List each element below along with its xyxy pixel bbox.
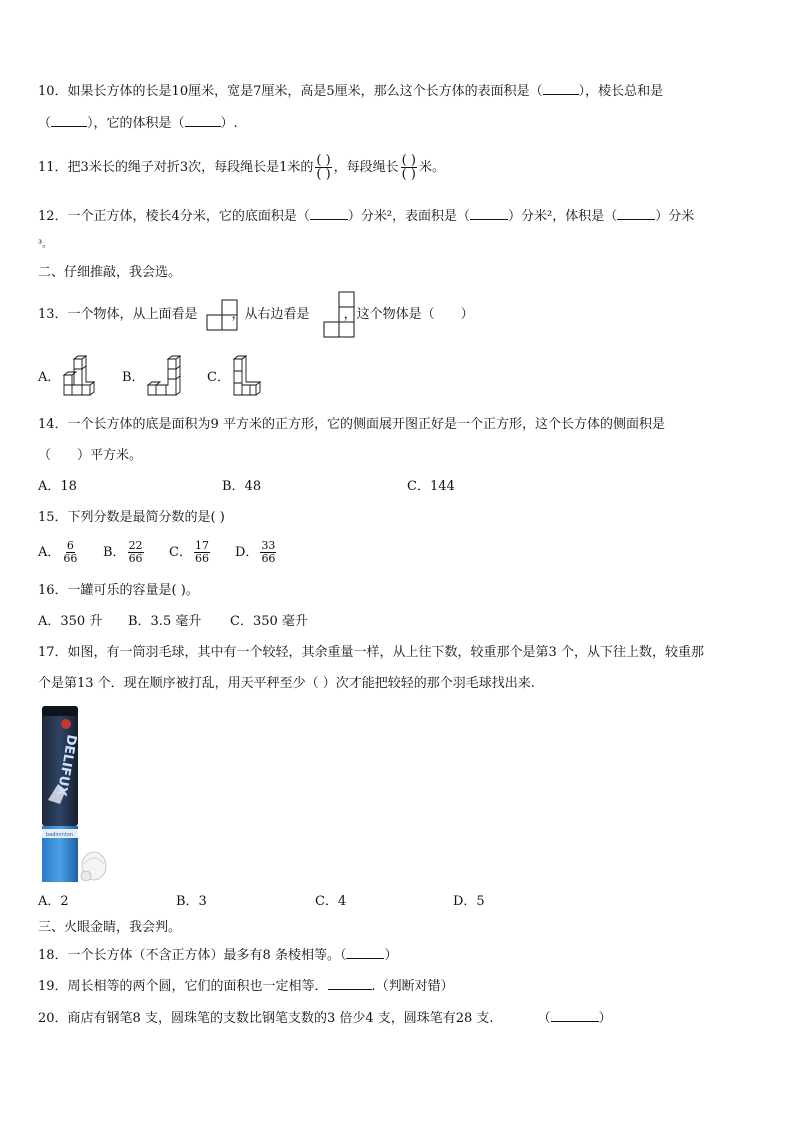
cube-stack-b-icon[interactable]	[146, 355, 184, 397]
answer-blank[interactable]	[310, 207, 348, 220]
q16-option-c[interactable]: C．350 毫升	[230, 614, 308, 629]
q17-option-a[interactable]: A．2	[38, 894, 69, 909]
q14-line2: （ ）平方米。	[38, 448, 143, 463]
answer-blank[interactable]	[543, 82, 579, 95]
q17-option-b[interactable]: B．3	[176, 894, 207, 909]
q18: 18．一个长方体（不含正方体）最多有8 条棱相等。（ ）	[38, 948, 398, 963]
answer-blank[interactable]	[551, 1009, 599, 1022]
q14-option-b[interactable]: B．48	[222, 479, 262, 494]
answer-blank[interactable]	[328, 977, 372, 990]
q17-option-d[interactable]: D．5	[453, 894, 485, 909]
q14-option-c[interactable]: C．144	[407, 479, 455, 494]
q13-option-b-label[interactable]: B．	[122, 370, 145, 385]
q13-option-c-label[interactable]: C．	[207, 370, 230, 385]
q15-option-b[interactable]: B． $\frac{22}{66}$	[103, 539, 143, 565]
q10-line2: （ ），它的体积是（ ）.	[38, 116, 238, 131]
answer-blank[interactable]	[346, 946, 384, 959]
q11: 11．把3米长的绳子对折3次，每段绳长是1米的 $\frac{( )}{( )}$ ，每段绳长 $\frac{( )}{( )}$ 米。	[38, 153, 445, 182]
fraction-blank[interactable]: $\frac{( )}{( )}$	[316, 153, 331, 182]
q17-option-c[interactable]: C．4	[315, 894, 347, 909]
q17-line2: 个是第13 个．现在顺序被打乱，用天平秤至少（ ）次才能把较轻的那个羽毛球找出来.	[38, 676, 535, 691]
cube-stack-a-icon[interactable]	[60, 355, 98, 397]
q14-option-a[interactable]: A．18	[38, 479, 77, 494]
q15-question: 15．下列分数是最简分数的是( )	[38, 510, 225, 525]
answer-blank[interactable]	[51, 114, 87, 127]
q15-option-c[interactable]: C． $\frac{17}{66}$	[169, 539, 209, 565]
q15-option-a[interactable]: A． $\frac{6}{66}$	[38, 539, 78, 565]
shuttlecock-tube-image	[38, 704, 108, 884]
answer-blank[interactable]	[617, 207, 655, 220]
answer-blank[interactable]	[470, 207, 508, 220]
fraction-blank[interactable]: $\frac{( )}{( )}$	[401, 153, 416, 182]
q17-line1: 17．如图，有一筒羽毛球，其中有一个较轻，其余重量一样，从上往下数，较重那个是第3 个，从下往上数，较重那	[38, 645, 704, 660]
q15-option-d[interactable]: D． $\frac{33}{66}$	[235, 539, 276, 565]
q13-option-a-label[interactable]: A．	[38, 370, 61, 385]
q20: 20．商店有钢笔8 支，圆珠笔的支数比钢笔支数的3 倍少4 支，圆珠笔有28 支. （ ）	[38, 1011, 612, 1026]
q16-option-a[interactable]: A．350 升	[38, 614, 103, 629]
answer-blank[interactable]	[185, 114, 221, 127]
q10-line1: 10．如果长方体的长是10厘米，宽是7厘米，高是5厘米，那么这个长方体的表面积是（ ），棱长总和是	[38, 84, 664, 99]
q19: 19．周长相等的两个圆，它们的面积也一定相等． .（判断对错）	[38, 979, 454, 994]
cube-stack-c-icon[interactable]	[230, 355, 268, 397]
svg-text:DELIFUX: DELIFUX	[53, 733, 79, 798]
svg-text:badminton: badminton	[46, 832, 74, 838]
top-view-figure	[206, 299, 238, 331]
q14-line1: 14．一个长方体的底是面积为9 平方米的正方形，它的侧面展开图正好是一个正方形，这个长方体的侧面积是	[38, 417, 665, 432]
q16-question: 16．一罐可乐的容量是( )。	[38, 583, 199, 598]
section-two-heading: 二、仔细推敲，我会选。	[38, 265, 182, 280]
right-view-figure	[322, 291, 356, 339]
q12-line1: 12．一个正方体，棱长4分米，它的底面积是（ ）分米²，表面积是（ ）分米²，体积是（ ）分米	[38, 209, 695, 224]
section-three-heading: 三、火眼金睛，我会判。	[38, 920, 182, 935]
q13-line: 13．一个物体，从上面看是 ，从右边看是 ，这个物体是（ ）	[38, 307, 474, 322]
q12-line2: ³。	[38, 239, 53, 250]
q16-option-b[interactable]: B．3.5 毫升	[128, 614, 202, 629]
